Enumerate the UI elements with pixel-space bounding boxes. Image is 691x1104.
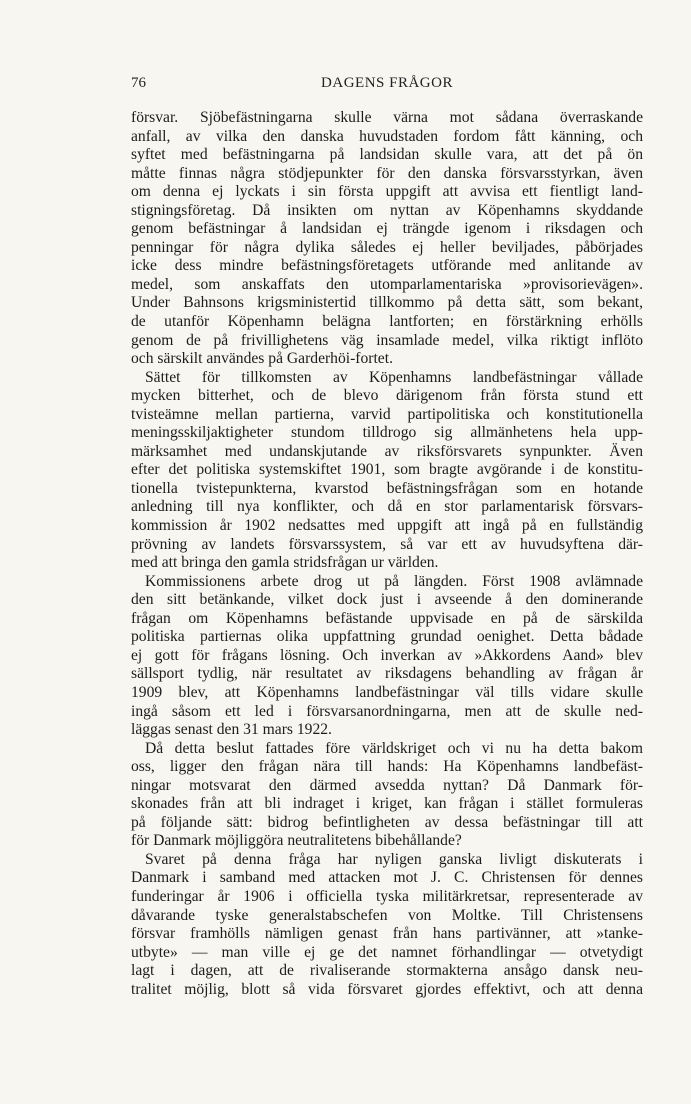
- text-line: politiska partiernas olika uppfattning grundad oenighet. Detta bådade: [131, 628, 643, 646]
- text-line: för Danmark möjliggöra neutralitetens bibehållande?: [131, 832, 462, 850]
- text-line: Sättet för tillkomsten av Köpenhamns landbefästningar vållade: [145, 368, 643, 386]
- text-line: frågan om Köpenhamns befästande uppvisade en på de särskilda: [131, 609, 643, 627]
- text-line: 1909 blev, att Köpenhamns landbefästningar väl tills vidare skulle: [131, 683, 643, 701]
- text-line: lagt i dagen, att de rivaliserande stormakterna ansågo dansk neu-: [131, 962, 643, 980]
- text-line: om denna ej lyckats i sin första uppgift att avvisa ett fientligt land-: [131, 183, 643, 201]
- text-line: läggas senast den 31 mars 1922.: [131, 721, 332, 739]
- text-line: funderingar år 1906 i officiella tyska militärkretsar, representerade av: [131, 887, 643, 905]
- text-line: och särskilt användes på Garderhöi-fortet.: [131, 350, 393, 368]
- text-line: anledning till nya konflikter, och då en stor parlamentarisk försvars-: [131, 498, 643, 516]
- text-line: oss, ligger den frågan nära till hands: Ha Köpenhamns landbefäst-: [131, 758, 643, 776]
- text-line: penningar för några dylika således ej heller beviljades, påbörjades: [131, 238, 643, 256]
- text-line: den sitt betänkande, vilket dock just i avseende å den dominerande: [131, 591, 643, 609]
- text-line: dåvarande tyske generalstabschefen von Moltke. Till Christensens: [131, 906, 643, 924]
- text-line: de utanför Köpenhamn belägna lantforten; en förstärkning erhölls: [131, 313, 643, 331]
- text-line: medel, som anskaffats den utomparlamentariska »provisorievägen».: [131, 275, 643, 293]
- text-line: ningar motsvarat den därmed avsedda nyttan? Då Danmark för-: [131, 776, 643, 794]
- text-line: genom befästningar å landsidan ej trängde igenom i riksdagen och: [131, 220, 643, 238]
- text-line: med att bringa den gamla stridsfrågan ur världen.: [131, 554, 439, 572]
- text-line: Kommissionens arbete drog ut på längden. Först 1908 avlämnade: [145, 572, 643, 590]
- text-line: utbyte» — man ville ej ge det namnet förhandlingar — otvetydigt: [131, 943, 643, 961]
- text-line: tvisteämne mellan partierna, varvid partipolitiska och konstitutionella: [131, 405, 643, 423]
- text-line: efter det politiska systemskiftet 1901, som bragte avgörande i de konstitu-: [131, 461, 643, 479]
- text-line: kommission år 1902 nedsattes med uppgift att ingå på en fullständig: [131, 517, 643, 535]
- text-line: tralitet möjlig, blott så vida försvaret gjordes effektivt, och att denna: [131, 980, 643, 998]
- text-line: icke dess mindre befästningsföretagets utförande med anlitande av: [131, 257, 643, 275]
- text-line: sällsport tydlig, när resultatet av riksdagens behandling av frågan år: [131, 665, 643, 683]
- text-line: genom de på frivillighetens väg insamlade medel, vilka riktigt inflöto: [131, 331, 643, 349]
- text-line: syftet med befästningarna på landsidan skulle vara, att det på ön: [131, 146, 643, 164]
- body-text: [131, 109, 643, 999]
- text-line: skonades från att bli indraget i kriget, kan frågan i stället formuleras: [131, 795, 643, 813]
- text-line: meningsskiljaktigheter stundom tilldrogo sig allmänhetens hela upp-: [131, 424, 643, 442]
- text-line: stigningsföretag. Då insikten om nyttan av Köpenhamns skyddande: [131, 201, 643, 219]
- text-line: Danmark i samband med attacken mot J. C. Christensen för dennes: [131, 869, 643, 887]
- text-line: anfall, av vilka den danska huvudstaden fordom fått känning, och: [131, 127, 643, 145]
- text-line: försvar framhölls nämligen genast från hans partivänner, att »tanke-: [131, 925, 643, 943]
- text-line: Då detta beslut fattades före världskriget och vi nu ha detta bakom: [145, 739, 643, 757]
- page-header: [131, 75, 643, 95]
- text-line: ingå såsom ett led i försvarsanordningarna, men att de skulle ned-: [131, 702, 643, 720]
- running-title: DAGENS FRÅGOR: [321, 75, 453, 91]
- text-line: Under Bahnsons krigsministertid tillkommo på detta sätt, som bekant,: [131, 294, 643, 312]
- page-number: 76: [131, 75, 146, 91]
- text-line: ej gott för frågans lösning. Och inverkan av »Akkordens Aand» blev: [131, 646, 643, 664]
- text-line: Svaret på denna fråga har nyligen ganska livligt diskuterats i: [145, 850, 643, 868]
- text-line: prövning av landets försvarssystem, så var ett av huvudsyftena där-: [131, 535, 643, 553]
- text-line: försvar. Sjöbefästningarna skulle värna mot sådana överraskande: [131, 109, 643, 126]
- text-line: tionella tvistepunkterna, kvarstod befästningsfrågan som en hotande: [131, 479, 643, 497]
- text-line: mycken bitterhet, och de blevo därigenom från första stund ett: [131, 387, 643, 405]
- text-line: måtte finnas några stödjepunkter för den danska försvarsstyrkan, även: [131, 164, 643, 182]
- text-line: märksamhet med undanskjutande av riksförsvarets synpunkter. Även: [131, 442, 643, 460]
- text-line: på följande sätt: bidrog befintligheten av dessa befästningar till att: [131, 813, 643, 831]
